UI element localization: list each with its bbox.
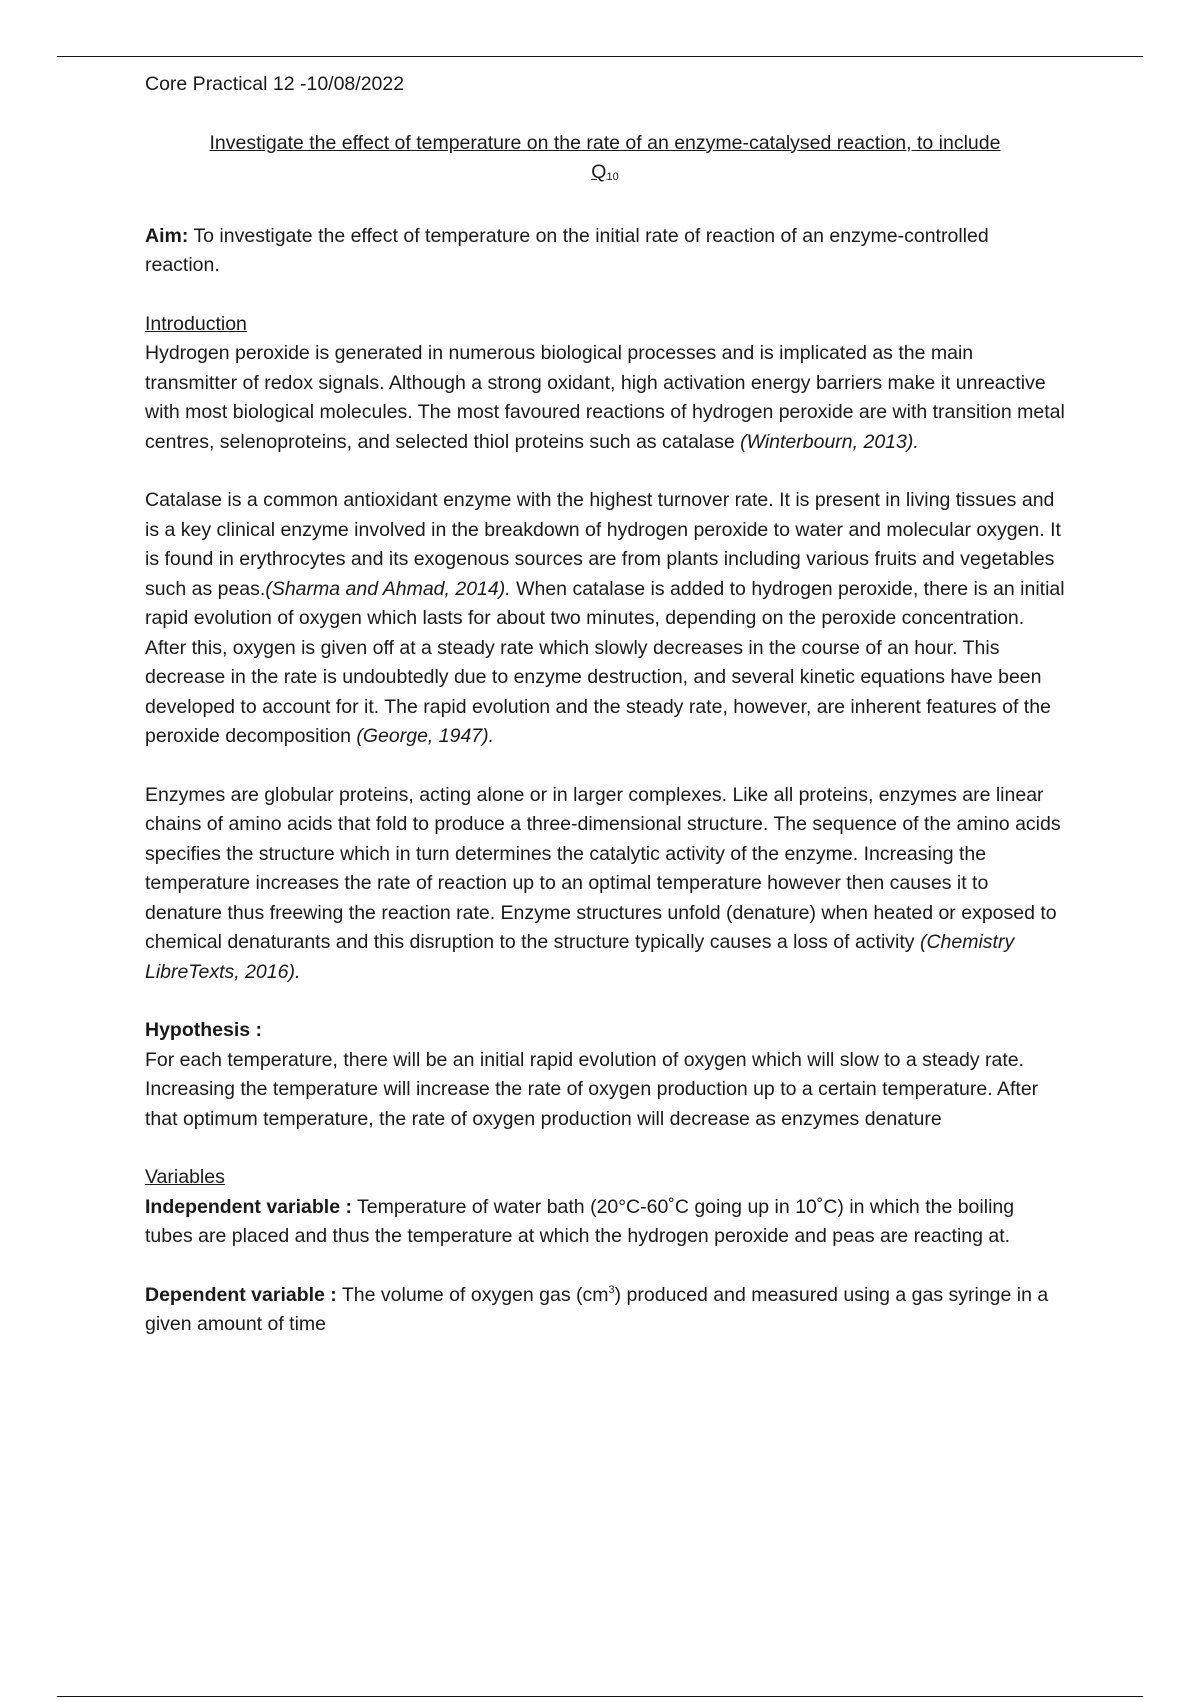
hypothesis-line-1: For each temperature, there will be an initial rapid evolution of oxygen which will slow to a steady rate. xyxy=(145,1048,1025,1071)
dependent-label: Dependent variable : xyxy=(145,1283,337,1306)
hypothesis-heading xyxy=(145,1016,1065,1046)
intro-p2-citation-a: (Sharma and Ahmad, 2014). xyxy=(265,577,511,600)
doc-label: Core Practical 12 -10/08/2022 xyxy=(145,73,405,95)
variables-heading: Variables xyxy=(145,1166,225,1188)
independent-text: Temperature of water bath (20°C-60˚C going up in 10˚C) in which the boiling tubes are placed and thus the temperature at which the hydrogen peroxide and peas are reacting at. xyxy=(145,1195,1015,1247)
intro-p2-text-a: Catalase is a common antioxidant enzyme with the highest turnover rate. It is present in living tissues and is a key clinical enzyme involved in the breakdown of hydrogen peroxide to water and molecular oxygen. It is found in erythrocytes and its exogenous sources are from plants including various fruits and vegetables such as peas. xyxy=(145,489,1061,600)
aim-text: To investigate the effect of temperature on the initial rate of reaction of an enzyme-controlled reaction. xyxy=(145,224,989,276)
dependent-variable xyxy=(145,1281,1065,1340)
dependent-superscript: 3 xyxy=(608,1283,615,1296)
hypothesis-label: Hypothesis : xyxy=(145,1019,263,1041)
document-body xyxy=(145,70,1065,1340)
top-rule xyxy=(57,56,1143,57)
title-q10 xyxy=(145,158,1065,193)
page-title: Investigate the effect of temperature on the rate of an enzyme-catalysed reaction, to include xyxy=(209,131,1001,154)
hypothesis-line-2: Increasing the temperature will increase the rate of oxygen production up to a certain temperature. After that optimum temperature, the rate of oxygen production will decrease as enzymes denature xyxy=(145,1078,1039,1130)
title-q-letter: Q xyxy=(591,161,607,183)
intro-p3-citation: (Chemistry LibreTexts, 2016). xyxy=(145,931,1015,983)
aim-label: Aim: xyxy=(145,224,189,247)
bottom-rule xyxy=(57,1696,1143,1697)
title-q-subscript: 10 xyxy=(606,171,619,183)
intro-p3-text: Enzymes are globular proteins, acting alone or in larger complexes. Like all proteins, enzymes are linear chains of amino acids that fold to produce a three-dimensional structure. The sequence of the amino acids specifies the structure which in turn determines the catalytic activity of the enzyme. Increasing the temperature increases the rate of reaction up to an optimal temperature however then causes it to denature thus freewing the reaction rate. Enzyme structures unfold (denature) when heated or exposed to chemical denaturants and this disruption to the structure typically causes a loss of activity xyxy=(145,783,1061,953)
intro-paragraph-3 xyxy=(145,781,1065,988)
intro-p2-citation-b: (George, 1947). xyxy=(356,725,495,747)
aim-paragraph xyxy=(145,222,1065,281)
dependent-text-a: The volume of oxygen gas (cm xyxy=(336,1283,609,1306)
intro-paragraph-2 xyxy=(145,486,1065,752)
independent-label: Independent variable : xyxy=(145,1195,352,1218)
title-block xyxy=(145,129,1065,193)
dependent-text-b: ) produced and measured using a gas syringe in a given amount of time xyxy=(145,1283,1049,1335)
intro-paragraph-1 xyxy=(145,339,1065,457)
intro-p2-text-b: When catalase is added to hydrogen peroxide, there is an initial rapid evolution of oxygen which lasts for about two minutes, depending on the peroxide concentration. After this, oxygen is given off at a steady rate which slowly decreases in the course of an hour. This decrease in the rate is undoubtedly due to enzyme destruction, and several kinetic equations have been developed to account for it. The rapid evolution and the steady rate, however, are inherent features of the peroxide decomposition xyxy=(145,577,1065,747)
intro-p1-text: Hydrogen peroxide is generated in numerous biological processes and is implicated as the main transmitter of redox signals. Although a strong oxidant, high activation energy barriers make it unreactive with most biological molecules. The most favoured reactions of hydrogen peroxide are with transition metal centres, selenoproteins, and selected thiol proteins such as catalase xyxy=(145,342,1065,453)
independent-variable xyxy=(145,1193,1065,1252)
introduction-heading: Introduction xyxy=(145,312,247,335)
intro-p1-citation: (Winterbourn, 2013). xyxy=(740,430,919,453)
